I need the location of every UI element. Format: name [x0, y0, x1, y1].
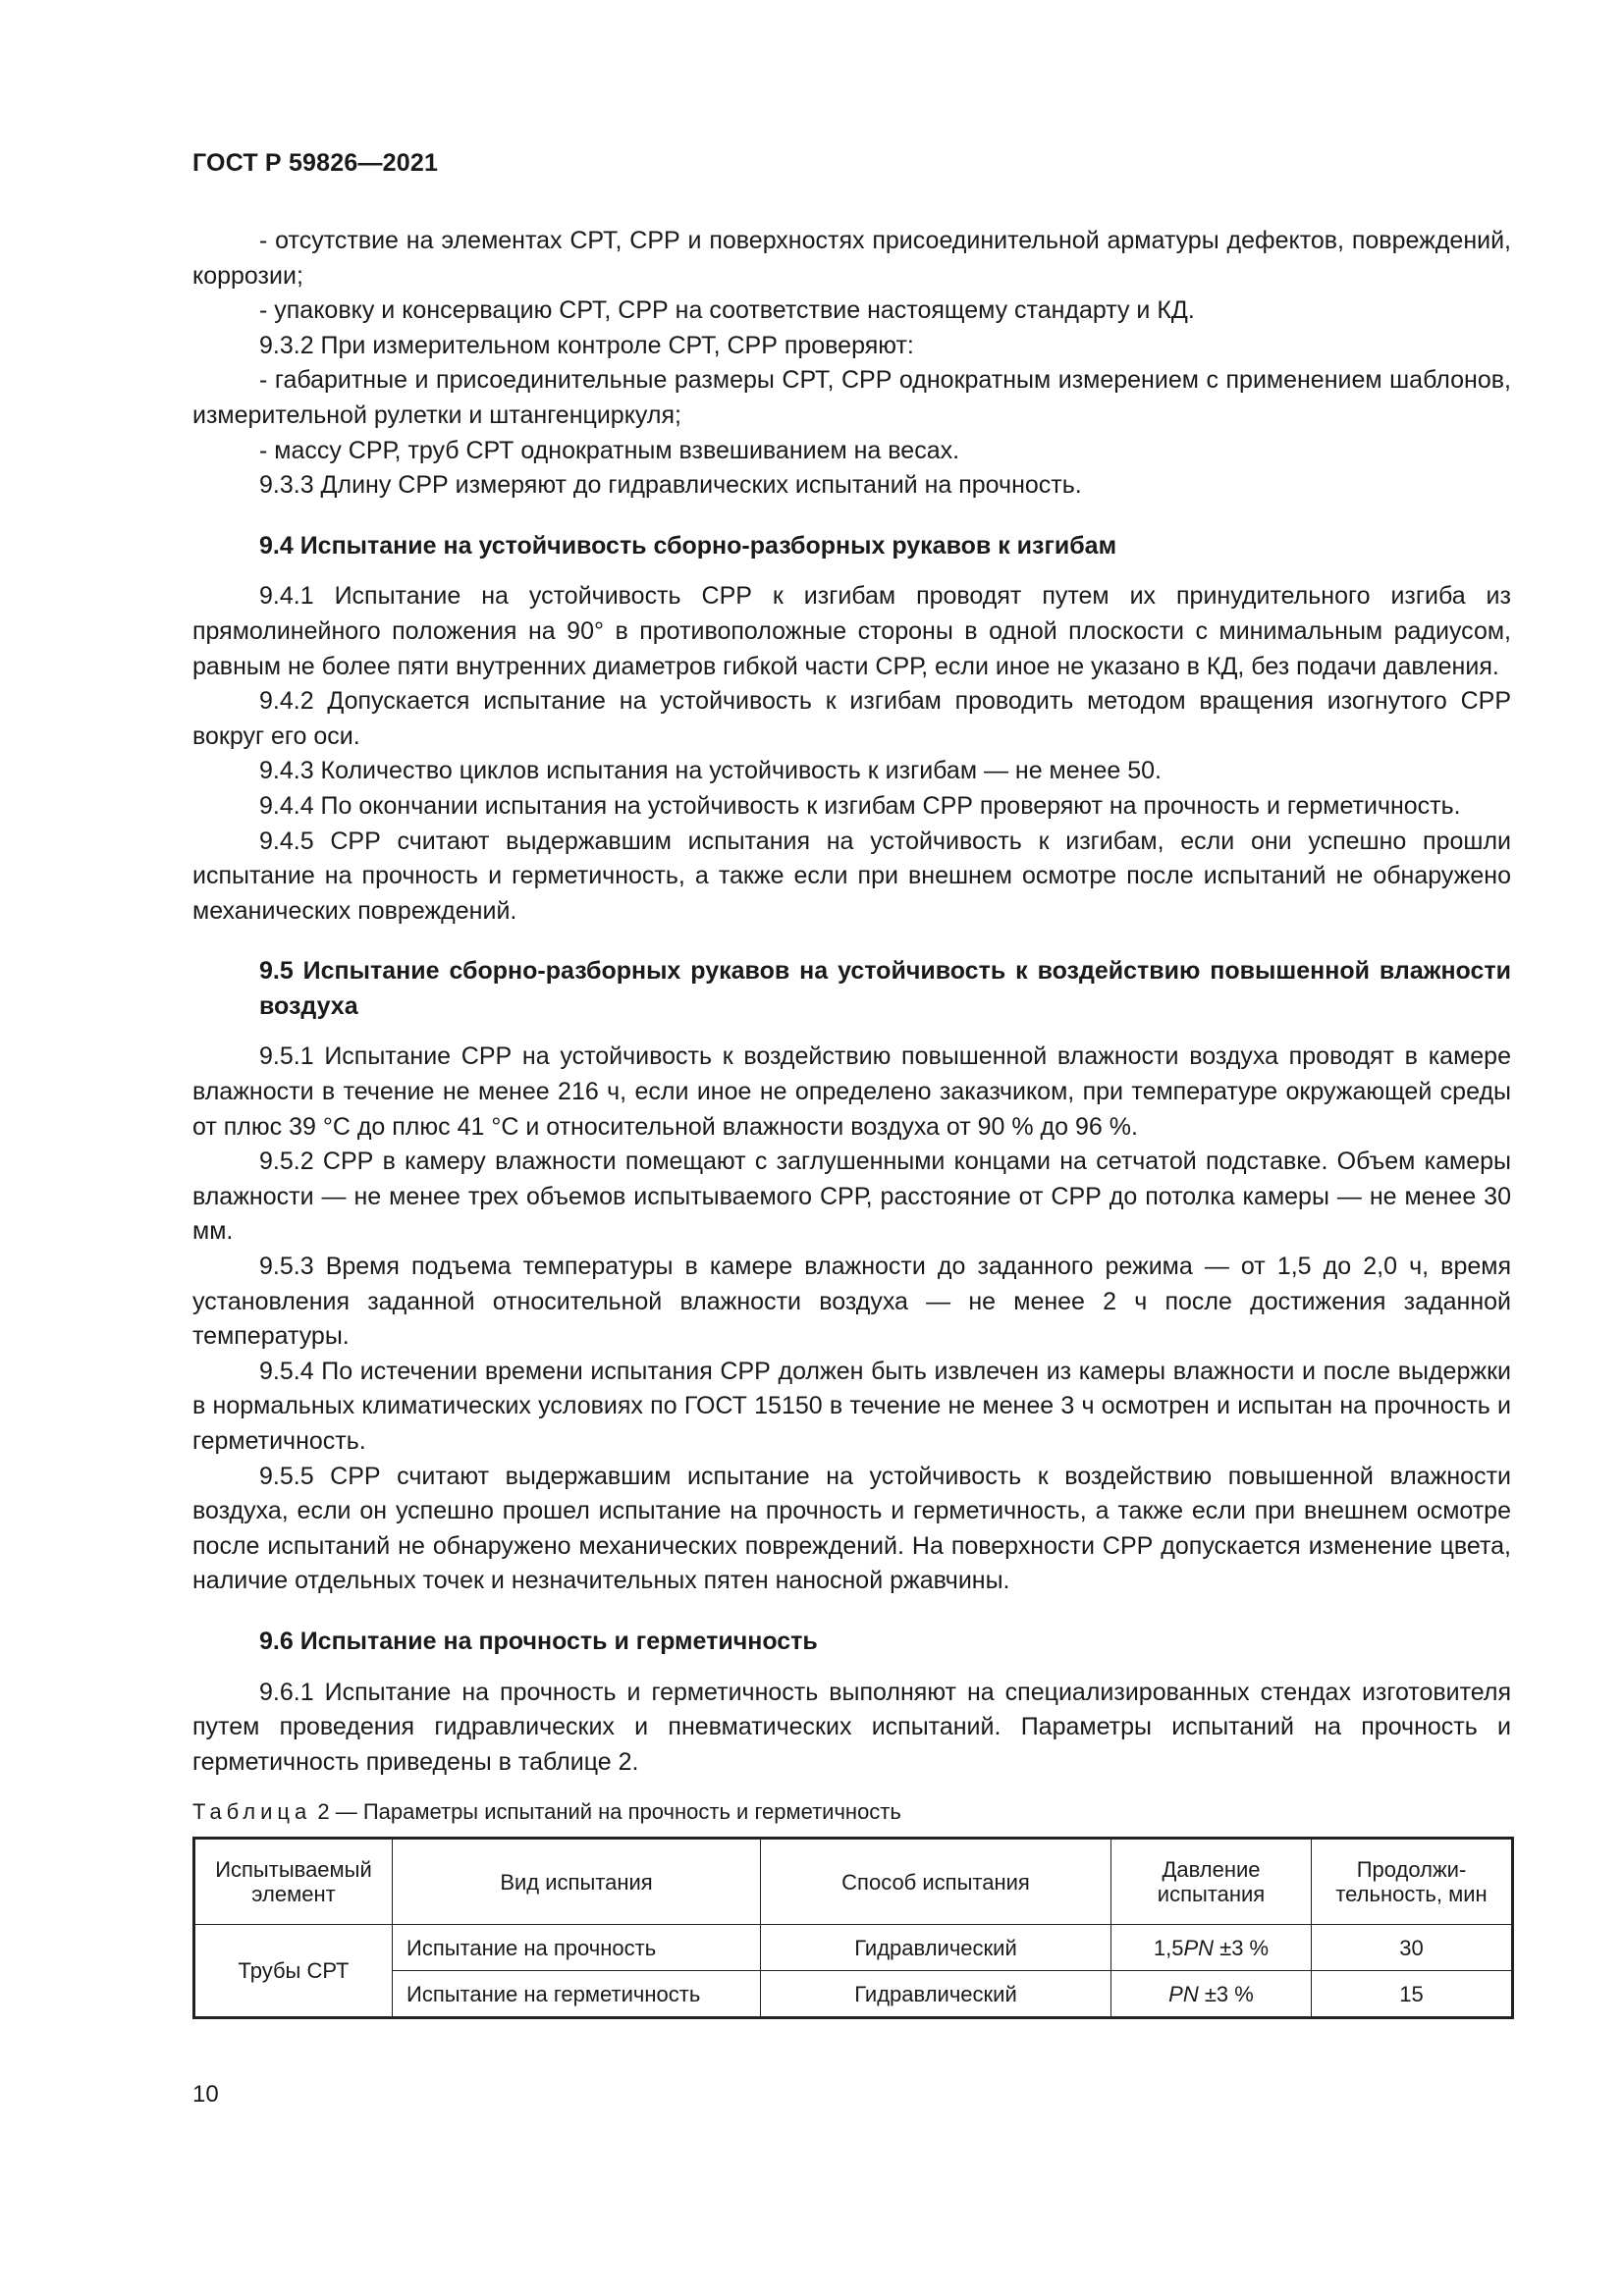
- pressure-var: PN: [1168, 1981, 1199, 2006]
- document-body: [192, 224, 1511, 2019]
- cell-test-method: Гидравлический: [761, 1971, 1111, 2018]
- section-9-4-paragraph: 9.4.4 По окончании испытания на устойчивость к изгибам СРР проверяют на прочность и герметичность.: [259, 791, 1461, 820]
- table-caption: [192, 1797, 1511, 1827]
- section-9-4-paragraph: 9.4.3 Количество циклов испытания на устойчивость к изгибам — не менее 50.: [259, 757, 1162, 785]
- section-9-5-paragraph: 9.5.5 СРР считают выдержавшим испытание на устойчивость к воздействию повышенной влажности воздуха, если он успешно прошел испытание на прочность и герметичность, а также если при внешнем осмотре после испытаний не обнаружено механических повреждений. На поверхности СРР допускается изменение цвета, наличие отдельных точек и незначительных пятен наносной ржавчины.: [192, 1462, 1511, 1595]
- cell-duration: 30: [1312, 1925, 1513, 1971]
- table-row: [194, 1971, 1513, 2018]
- section-9-5-paragraph: 9.5.3 Время подъема температуры в камере влажности до заданного режима — от 1,5 до 2,0 ч, время установления заданной относительной влажности воздуха — не менее 2 ч после достижения заданной температуры.: [192, 1253, 1511, 1351]
- column-header-test-type: Вид испытания: [393, 1839, 761, 1925]
- section-heading-9-6: 9.6 Испытание на прочность и герметичность: [259, 1627, 818, 1655]
- section-9-6-paragraph: 9.6.1 Испытание на прочность и герметичность выполняют на специализированных стендах изготовителя путем проведения гидравлических и пневматических испытаний. Параметры испытаний на прочность и герметичность приведены в таблице 2.: [192, 1678, 1511, 1776]
- document-id-header: ГОСТ Р 59826—2021: [192, 149, 439, 177]
- cell-pressure: [1111, 1925, 1312, 1971]
- page-number: 10: [192, 2081, 219, 2108]
- section-9-4-paragraph: 9.4.1 Испытание на устойчивость СРР к изгибам проводят путем их принудительного изгиба из прямолинейного положения на 90° в противоположные стороны в одной плоскости с минимальным радиусом, равным не более пяти внутренних диаметров гибкой части СРР, если иное не указано в КД, без подачи давления.: [192, 582, 1511, 680]
- section-9-4-paragraph: 9.4.5 СРР считают выдержавшим испытания на устойчивость к изгибам, если они успешно прошли испытание на прочность и герметичность, а также если при внешнем осмотре после испытаний не обнаружено механических повреждений.: [192, 827, 1511, 925]
- intro-paragraph: - массу СРР, труб СРТ однократным взвешиванием на весах.: [259, 436, 960, 464]
- column-header-pressure: Давление испытания: [1111, 1839, 1312, 1925]
- pressure-suffix: ±3 %: [1198, 1981, 1254, 2006]
- column-header-test-method: Способ испытания: [761, 1839, 1111, 1925]
- section-9-5-paragraph: 9.5.4 По истечении времени испытания СРР должен быть извлечен из камеры влажности и после выдержки в нормальных климатических условиях по ГОСТ 15150 в течение не менее 3 ч осмотрен и испытан на прочность и герметичность.: [192, 1357, 1511, 1455]
- intro-paragraph: - габаритные и присоединительные размеры СРТ, СРР однократным измерением с применением шаблонов, измерительной рулетки и штангенциркуля;: [192, 366, 1511, 429]
- table-header-row: [194, 1839, 1513, 1925]
- table-row: [194, 1925, 1513, 1971]
- intro-paragraph: 9.3.2 При измерительном контроле СРТ, СРР проверяют:: [259, 331, 914, 359]
- section-9-5-paragraph: 9.5.2 СРР в камеру влажности помещают с заглушенными концами на сетчатой подставке. Объем камеры влажности — не менее трех объемов испытываемого СРР, расстояние от СРР до потолка камеры — не менее 30 мм.: [192, 1148, 1511, 1246]
- test-parameters-table: [192, 1837, 1514, 2019]
- pressure-suffix: ±3 %: [1214, 1935, 1270, 1960]
- column-header-duration: Продолжи-тельность, мин: [1312, 1839, 1513, 1925]
- cell-duration: 15: [1312, 1971, 1513, 2018]
- table-caption-text: 2 — Параметры испытаний на прочность и герметичность: [317, 1799, 901, 1825]
- section-9-5-paragraph: 9.5.1 Испытание СРР на устойчивость к воздействию повышенной влажности воздуха проводят в камере влажности в течение не менее 216 ч, если иное не определено заказчиком, при температуре окружающей среды от плюс 39 °С до плюс 41 °С и относительной влажности воздуха от 90 % до 96 %.: [192, 1042, 1511, 1141]
- section-9-4-paragraph: 9.4.2 Допускается испытание на устойчивость к изгибам проводить методом вращения изогнутого СРР вокруг его оси.: [192, 687, 1511, 750]
- column-header-element: Испытываемый элемент: [194, 1839, 393, 1925]
- section-heading-9-4: 9.4 Испытание на устойчивость сборно-разборных рукавов к изгибам: [259, 531, 1117, 560]
- table-caption-label: Таблица: [192, 1799, 312, 1825]
- intro-paragraph: 9.3.3 Длину СРР измеряют до гидравлических испытаний на прочность.: [259, 471, 1082, 500]
- pressure-prefix: 1,5: [1153, 1935, 1184, 1960]
- cell-test-type: Испытание на герметичность: [393, 1971, 761, 2018]
- cell-test-type: Испытание на прочность: [393, 1925, 761, 1971]
- cell-test-method: Гидравлический: [761, 1925, 1111, 1971]
- intro-paragraph: - отсутствие на элементах СРТ, СРР и поверхностях присоединительной арматуры дефектов, повреждений, коррозии;: [192, 227, 1511, 290]
- cell-element: Трубы СРТ: [194, 1925, 393, 2018]
- intro-paragraph: - упаковку и консервацию СРТ, СРР на соответствие настоящему стандарту и КД.: [259, 296, 1195, 325]
- pressure-var: PN: [1183, 1935, 1215, 1960]
- section-heading-9-5: 9.5 Испытание сборно-разборных рукавов на устойчивость к воздействию повышенной влажности воздуха: [259, 957, 1511, 1020]
- cell-pressure: [1111, 1971, 1312, 2018]
